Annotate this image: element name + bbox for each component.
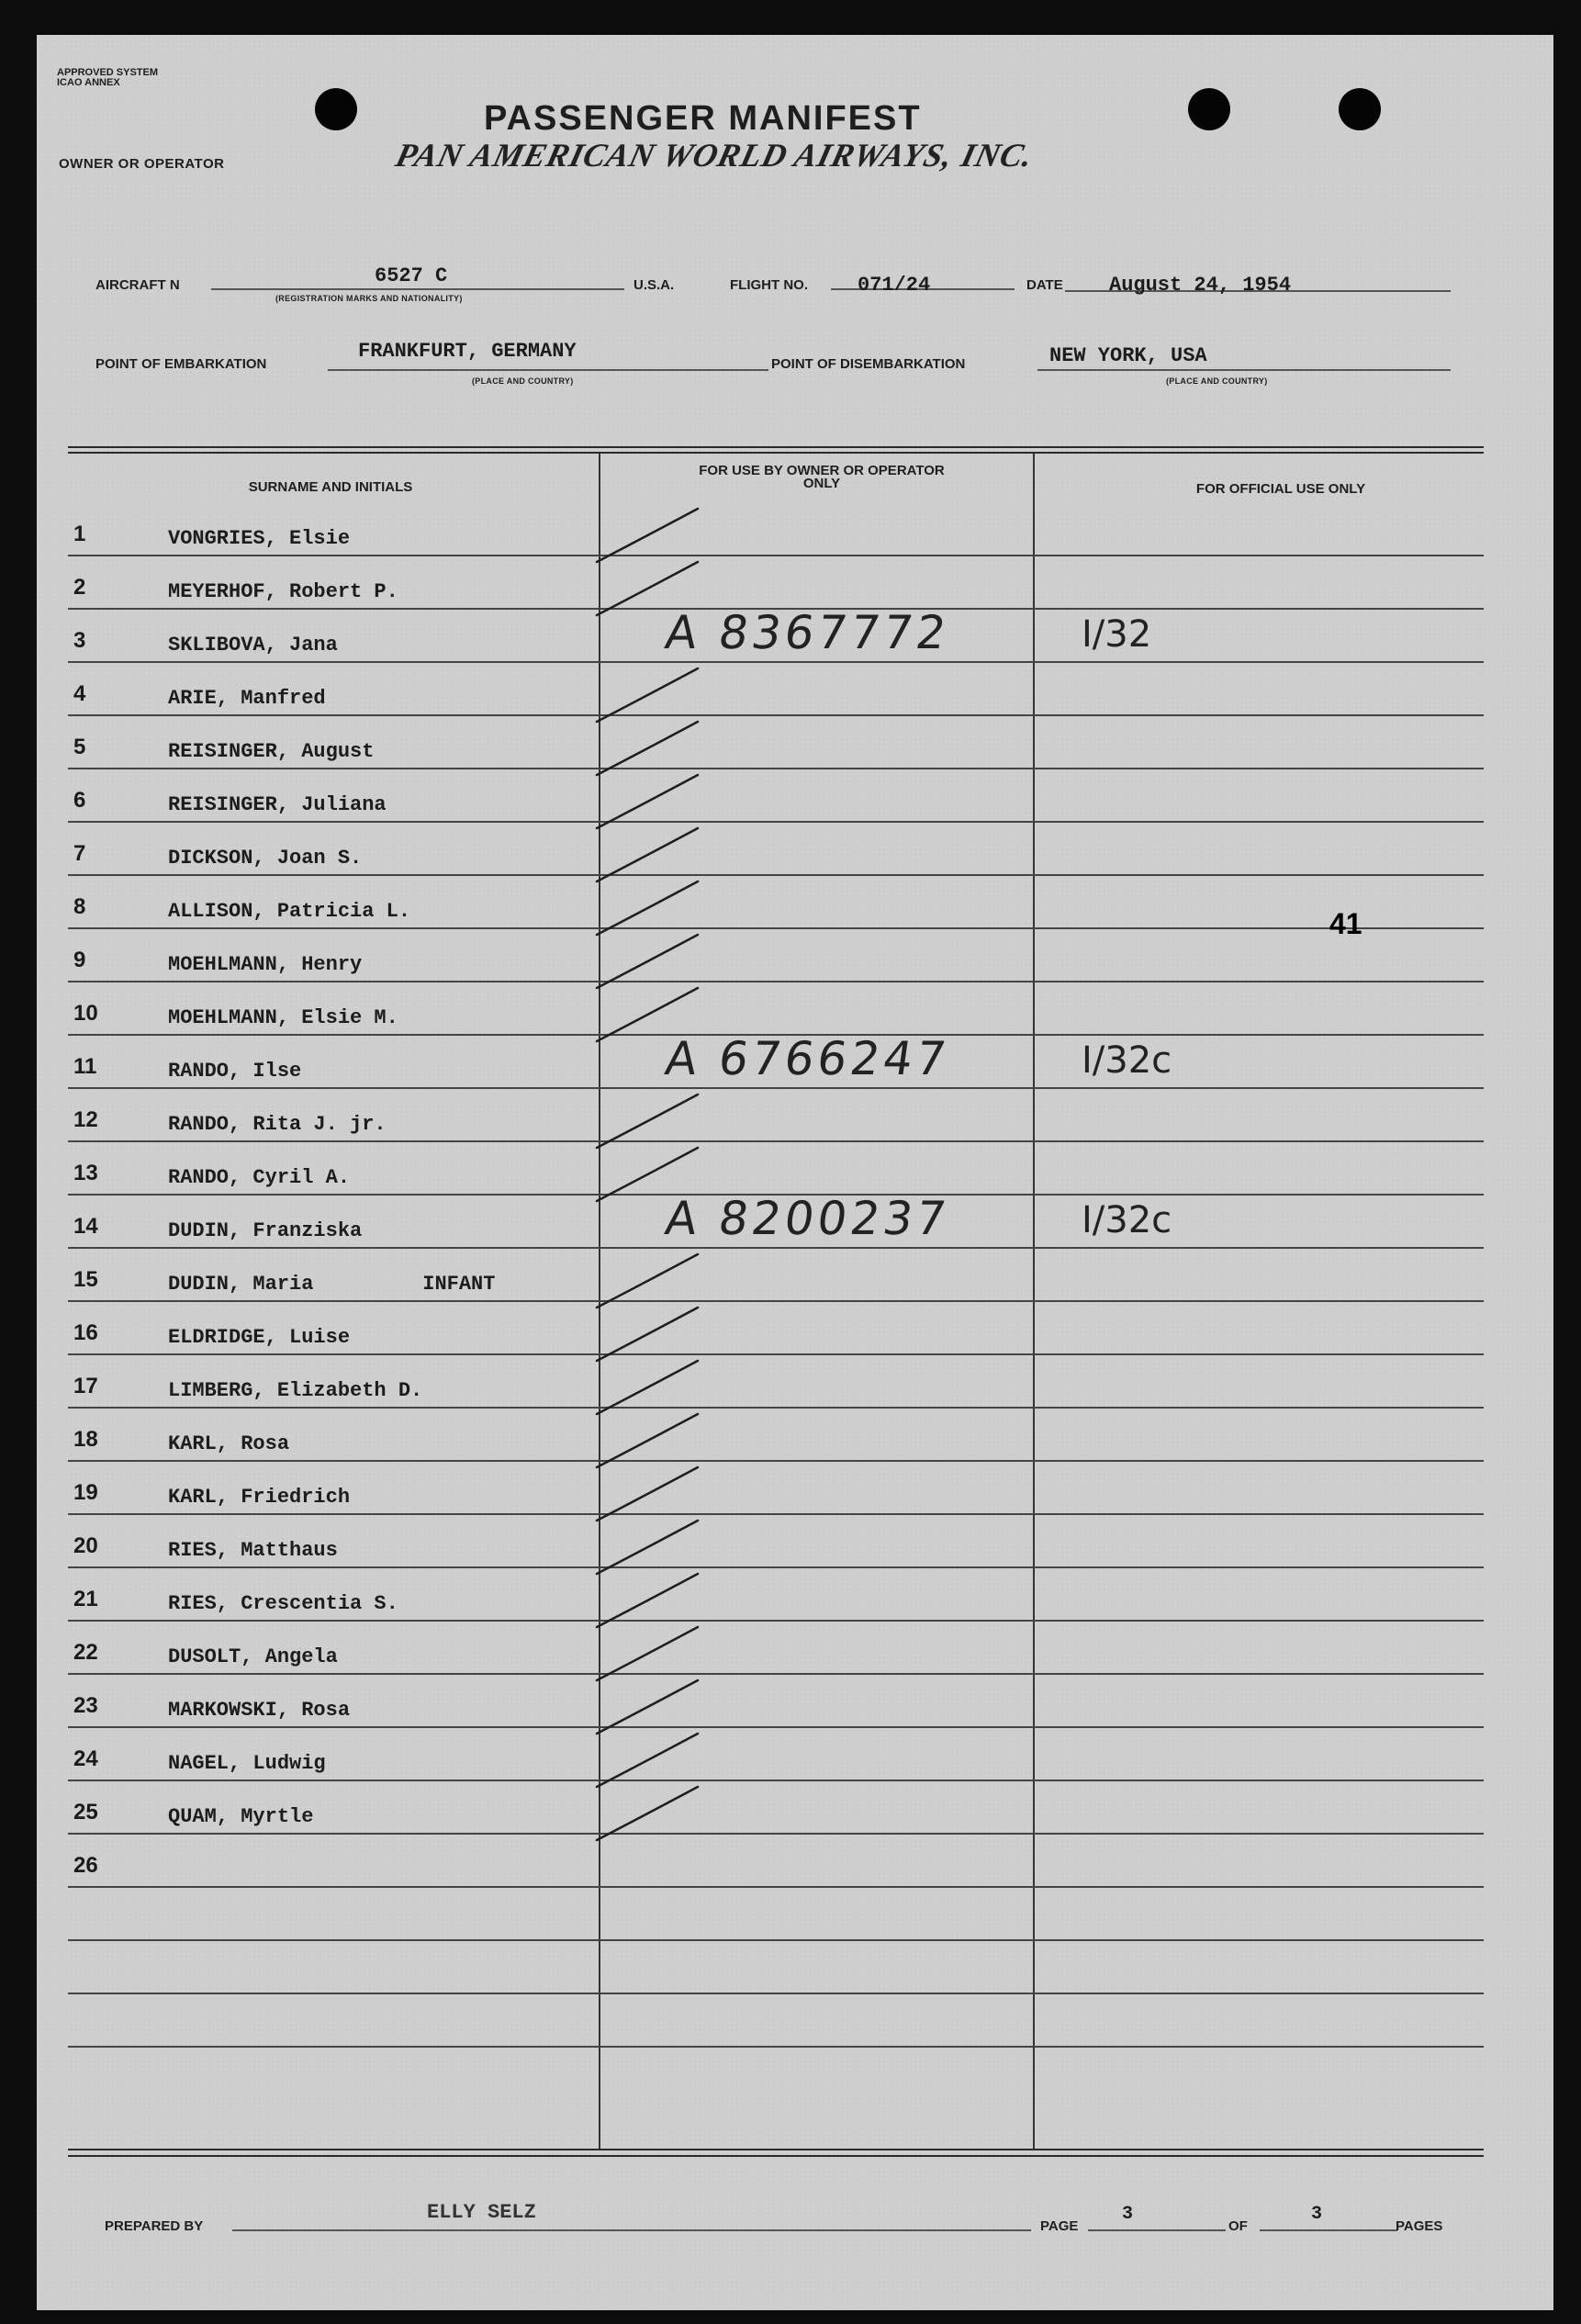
row-number: 5 <box>73 735 86 759</box>
passenger-name: MEYERHOF, Robert P. <box>168 580 398 603</box>
passenger-name: MOEHLMANN, Henry <box>168 953 363 976</box>
check-mark <box>597 1467 698 1521</box>
alien-registration-number: A 6766247 <box>661 1032 953 1085</box>
col-official-header: FOR OFFICIAL USE ONLY <box>1195 481 1366 497</box>
passenger-name: KARL, Rosa <box>168 1432 290 1455</box>
passenger-name: RANDO, Rita J. jr. <box>168 1113 387 1136</box>
flight-value: 071/24 <box>858 274 931 297</box>
row-number: 16 <box>73 1320 98 1345</box>
check-mark <box>597 1254 698 1308</box>
row-number: 6 <box>73 788 86 813</box>
official-total: 41 <box>1329 907 1362 940</box>
date-value: August 24, 1954 <box>1109 274 1292 297</box>
row-number: 21 <box>73 1587 98 1611</box>
passenger-name: QUAM, Myrtle <box>168 1805 314 1828</box>
prepared-label: PREPARED BY <box>105 2218 204 2234</box>
check-mark <box>597 1680 698 1734</box>
usa-label: U.S.A. <box>634 277 675 293</box>
check-mark <box>597 562 698 615</box>
approval-stamp: APPROVED SYSTEM ICAO ANNEX <box>57 67 159 88</box>
row-number: 9 <box>73 948 86 972</box>
owner-name: PAN AMERICAN WORLD AIRWAYS, INC. <box>392 137 1037 174</box>
passenger-name: ELDRIDGE, Luise <box>168 1326 351 1349</box>
check-mark <box>597 1361 698 1414</box>
row-number: 2 <box>73 575 86 600</box>
official-code: I/32c <box>1082 1199 1172 1241</box>
col-owner-header: FOR USE BY OWNER OR OPERATOR ONLY <box>699 463 945 491</box>
passenger-name: REISINGER, August <box>168 740 375 763</box>
row-number: 17 <box>73 1374 98 1398</box>
check-mark <box>597 668 698 722</box>
row-number: 22 <box>73 1640 98 1665</box>
row-number: 12 <box>73 1107 98 1132</box>
embarkation-value: FRANKFURT, GERMANY <box>358 340 577 363</box>
check-mark <box>597 775 698 828</box>
passenger-name: DICKSON, Joan S. <box>168 847 363 870</box>
alien-registration-number: A 8200237 <box>661 1192 953 1245</box>
check-mark <box>597 722 698 775</box>
prepared-underline <box>232 2229 1031 2231</box>
page-label: PAGE <box>1040 2218 1079 2234</box>
row-number: 23 <box>73 1693 98 1718</box>
row-number: 7 <box>73 841 86 866</box>
row-number: 20 <box>73 1533 98 1558</box>
prepared-value: ELLY SELZ <box>427 2201 536 2224</box>
row-number: 3 <box>73 628 86 653</box>
check-mark <box>597 935 698 988</box>
row-number: 19 <box>73 1480 98 1505</box>
passenger-name: LIMBERG, Elizabeth D. <box>168 1379 423 1402</box>
row-number: 13 <box>73 1161 98 1185</box>
check-mark <box>597 1308 698 1361</box>
date-label: DATE <box>1026 277 1063 293</box>
row-number: 15 <box>73 1267 98 1292</box>
passenger-name: REISINGER, Juliana <box>168 793 387 816</box>
check-mark <box>597 1787 698 1840</box>
check-mark <box>597 828 698 881</box>
check-mark <box>597 1148 698 1201</box>
disembarkation-value: NEW YORK, USA <box>1049 344 1207 367</box>
check-mark <box>597 1627 698 1680</box>
passenger-name: ALLISON, Patricia L. <box>168 900 411 923</box>
check-mark <box>597 988 698 1041</box>
check-mark <box>597 1414 698 1467</box>
passenger-name: DUSOLT, Angela <box>168 1645 338 1668</box>
row-number: 24 <box>73 1746 98 1771</box>
disembarkation-label: POINT OF DISEMBARKATION <box>771 356 966 372</box>
aircraft-label: AIRCRAFT N <box>95 277 180 293</box>
row-number: 1 <box>73 522 86 546</box>
of-value: 3 <box>1311 2204 1323 2225</box>
row-number: 8 <box>73 894 86 919</box>
of-underline <box>1260 2229 1397 2231</box>
passenger-name: RANDO, Cyril A. <box>168 1166 351 1189</box>
passenger-name: NAGEL, Ludwig <box>168 1752 326 1775</box>
official-code: I/32c <box>1082 1039 1172 1082</box>
passenger-name: DUDIN, Franziska <box>168 1219 363 1242</box>
page-title: PASSENGER MANIFEST <box>484 99 922 138</box>
aircraft-value: 6527 C <box>375 264 448 287</box>
passenger-name: MOEHLMANN, Elsie M. <box>168 1006 398 1029</box>
passenger-name: RIES, Crescentia S. <box>168 1592 398 1615</box>
check-mark <box>597 509 698 562</box>
embarkation-label: POINT OF EMBARKATION <box>95 356 267 372</box>
check-mark <box>597 1095 698 1148</box>
of-label: OF <box>1228 2218 1248 2234</box>
row-number: 14 <box>73 1214 98 1239</box>
passenger-name: ARIE, Manfred <box>168 687 326 710</box>
passenger-name: VONGRIES, Elsie <box>168 527 351 550</box>
place-note: (PLACE AND COUNTRY) <box>1166 376 1268 386</box>
row-number: 11 <box>73 1054 97 1079</box>
registration-note: (REGISTRATION MARKS AND NATIONALITY) <box>275 294 463 303</box>
official-code: I/32 <box>1082 613 1152 656</box>
alien-registration-number: A 8367772 <box>661 606 953 659</box>
row-number: 26 <box>73 1853 98 1878</box>
page-underline <box>1088 2229 1226 2231</box>
passenger-name: MARKOWSKI, Rosa <box>168 1699 351 1722</box>
check-mark <box>597 1734 698 1787</box>
passenger-name: DUDIN, Maria INFANT <box>168 1273 496 1296</box>
col-surname-header: SURNAME AND INITIALS <box>248 479 413 495</box>
row-number: 4 <box>73 681 86 706</box>
check-mark <box>597 881 698 935</box>
row-number: 25 <box>73 1800 98 1824</box>
pages-label: PAGES <box>1396 2218 1443 2234</box>
passenger-name: RIES, Matthaus <box>168 1539 338 1562</box>
place-note: (PLACE AND COUNTRY) <box>472 376 574 386</box>
passenger-name: SKLIBOVA, Jana <box>168 634 338 657</box>
check-mark <box>597 1521 698 1574</box>
row-number: 10 <box>73 1001 98 1026</box>
page-value: 3 <box>1122 2204 1134 2225</box>
passenger-name: RANDO, Ilse <box>168 1060 302 1083</box>
owner-label: OWNER OR OPERATOR <box>59 156 225 172</box>
row-number: 18 <box>73 1427 98 1452</box>
passenger-name: KARL, Friedrich <box>168 1486 351 1509</box>
flight-label: FLIGHT NO. <box>730 277 808 293</box>
check-mark <box>597 1574 698 1627</box>
